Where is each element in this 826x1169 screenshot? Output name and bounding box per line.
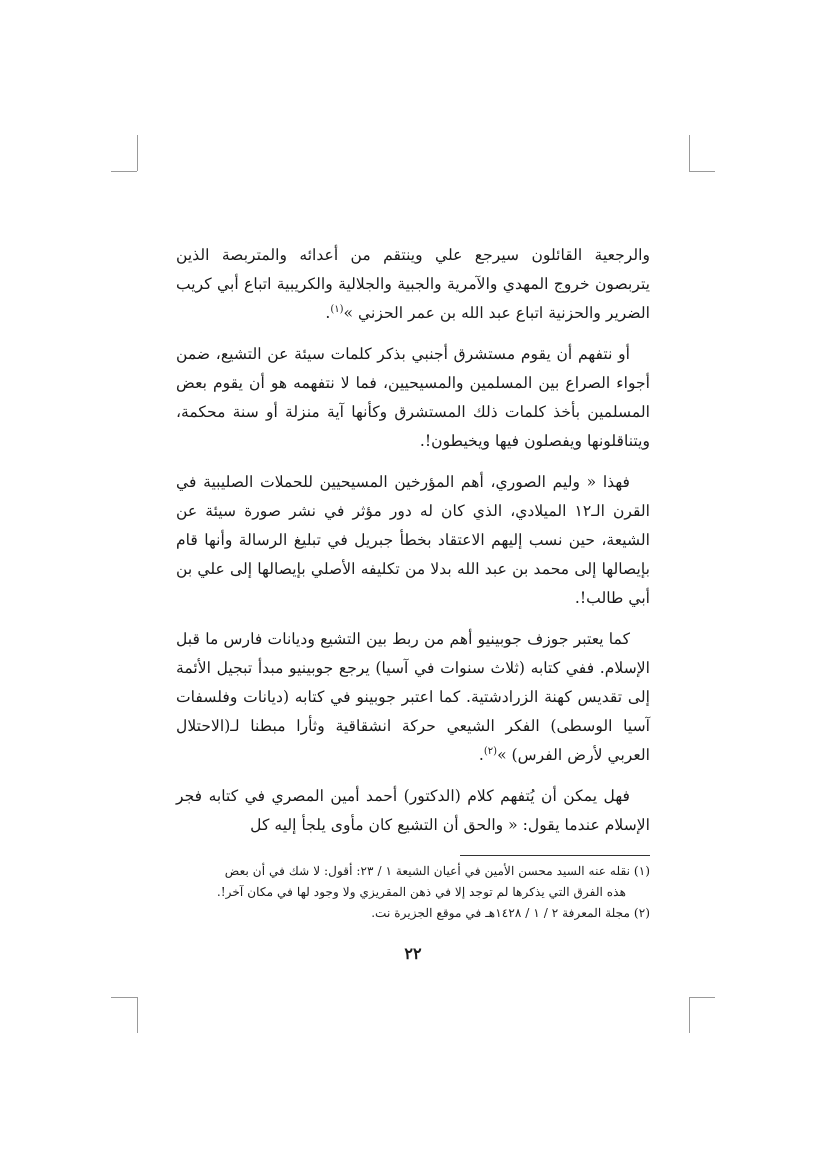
crop-mark [111,997,137,998]
page-number: ٢٢ [404,944,422,963]
crop-mark [137,135,138,171]
footnote-line: (١) نقله عنه السيد محسن الأمين في أعيان الشيعة ١ / ٢٣: أقول: لا شك في أن بعض [224,864,650,878]
footnote-divider [460,855,650,856]
paragraph-text: والرجعية القائلون سيرجع علي وينتقم من أعدائه والمتربصة الذين يتربصون خروج المهدي والآمرية والجبية والجلالية والكريبية اتباع أبي كريب الضرير والحزنية اتباع عبد الله بن عمر الحزني » [176,246,650,322]
paragraph [176,625,650,770]
sentence-end: . [325,304,331,322]
footnote [176,903,650,924]
paragraph [176,241,650,328]
crop-mark [689,171,715,172]
crop-mark [111,171,137,172]
crop-mark [137,997,138,1033]
paragraph-text: كما يعتبر جوزف جوبينيو أهم من ربط بين التشيع وديانات فارس ما قبل الإسلام. ففي كتابه (ثلاث سنوات في آسيا) يرجع جوبينيو مبدأ تبجيل الأئمة إلى تقديس كهنة الزرادشتية. كما اعتبر جوبينو في كتابه (ديانات وفلسفات آسيا الوسطى) الفكر الشيعي حركة انشقاقية وثأرا مبطنا لـ(الاحتلال العربي لأرض الفرس) » [176,630,650,764]
sentence-end: . [478,746,484,764]
footnote [176,861,650,903]
paragraph: فهذا « وليم الصوري، أهم المؤرخين المسيحيين للحملات الصليبية في القرن الـ١٢ الميلادي، الذي كان له دور مؤثر في نشر صورة سيئة عن الشيعة، حين نسب إليهم الاعتقاد بخطأ جبريل في تبليغ الرسالة وأنها قام بإيصالها إلى محمد بن عبد الله بدلا من تكليفه الأصلي بإيصالها إلى علي بن أبي طالب!. [176,473,651,607]
footnote-line: (٢) مجلة المعرفة ٢ / ١ / ١٤٢٨هـ في موقع الجزيرة نت. [371,906,650,920]
footnote-line: هذه الفرق التي يذكرها لم توجد إلا في ذهن المقريزي ولا وجود لها في مكان آخر!. [216,885,626,899]
footnote-ref[interactable]: (١) [330,303,344,315]
paragraph: أو نتفهم أن يقوم مستشرق أجنبي بذكر كلمات سيئة عن التشيع، ضمن أجواء الصراع بين المسلمين والمسيحيين، فما لا نتفهمه هو أن يقوم بعض المسلمين بأخذ كلمات ذلك المستشرق وكأنها آية منزلة أو سنة محكمة، ويتناقلونها ويفصلون فيها ويخيطون!. [176,345,650,450]
paragraph: فهل يمكن أن يُتفهم كلام (الدكتور) أحمد أمين المصري في كتابه فجر الإسلام عندما يقول: « والحق أن التشيع كان مأوى يلجأ إليه كل [176,787,650,834]
footnotes [176,861,650,924]
crop-mark [689,997,715,998]
crop-mark [689,997,690,1033]
page-body [176,241,650,852]
crop-mark [689,135,690,171]
footnote-ref[interactable]: (٢) [483,745,498,757]
